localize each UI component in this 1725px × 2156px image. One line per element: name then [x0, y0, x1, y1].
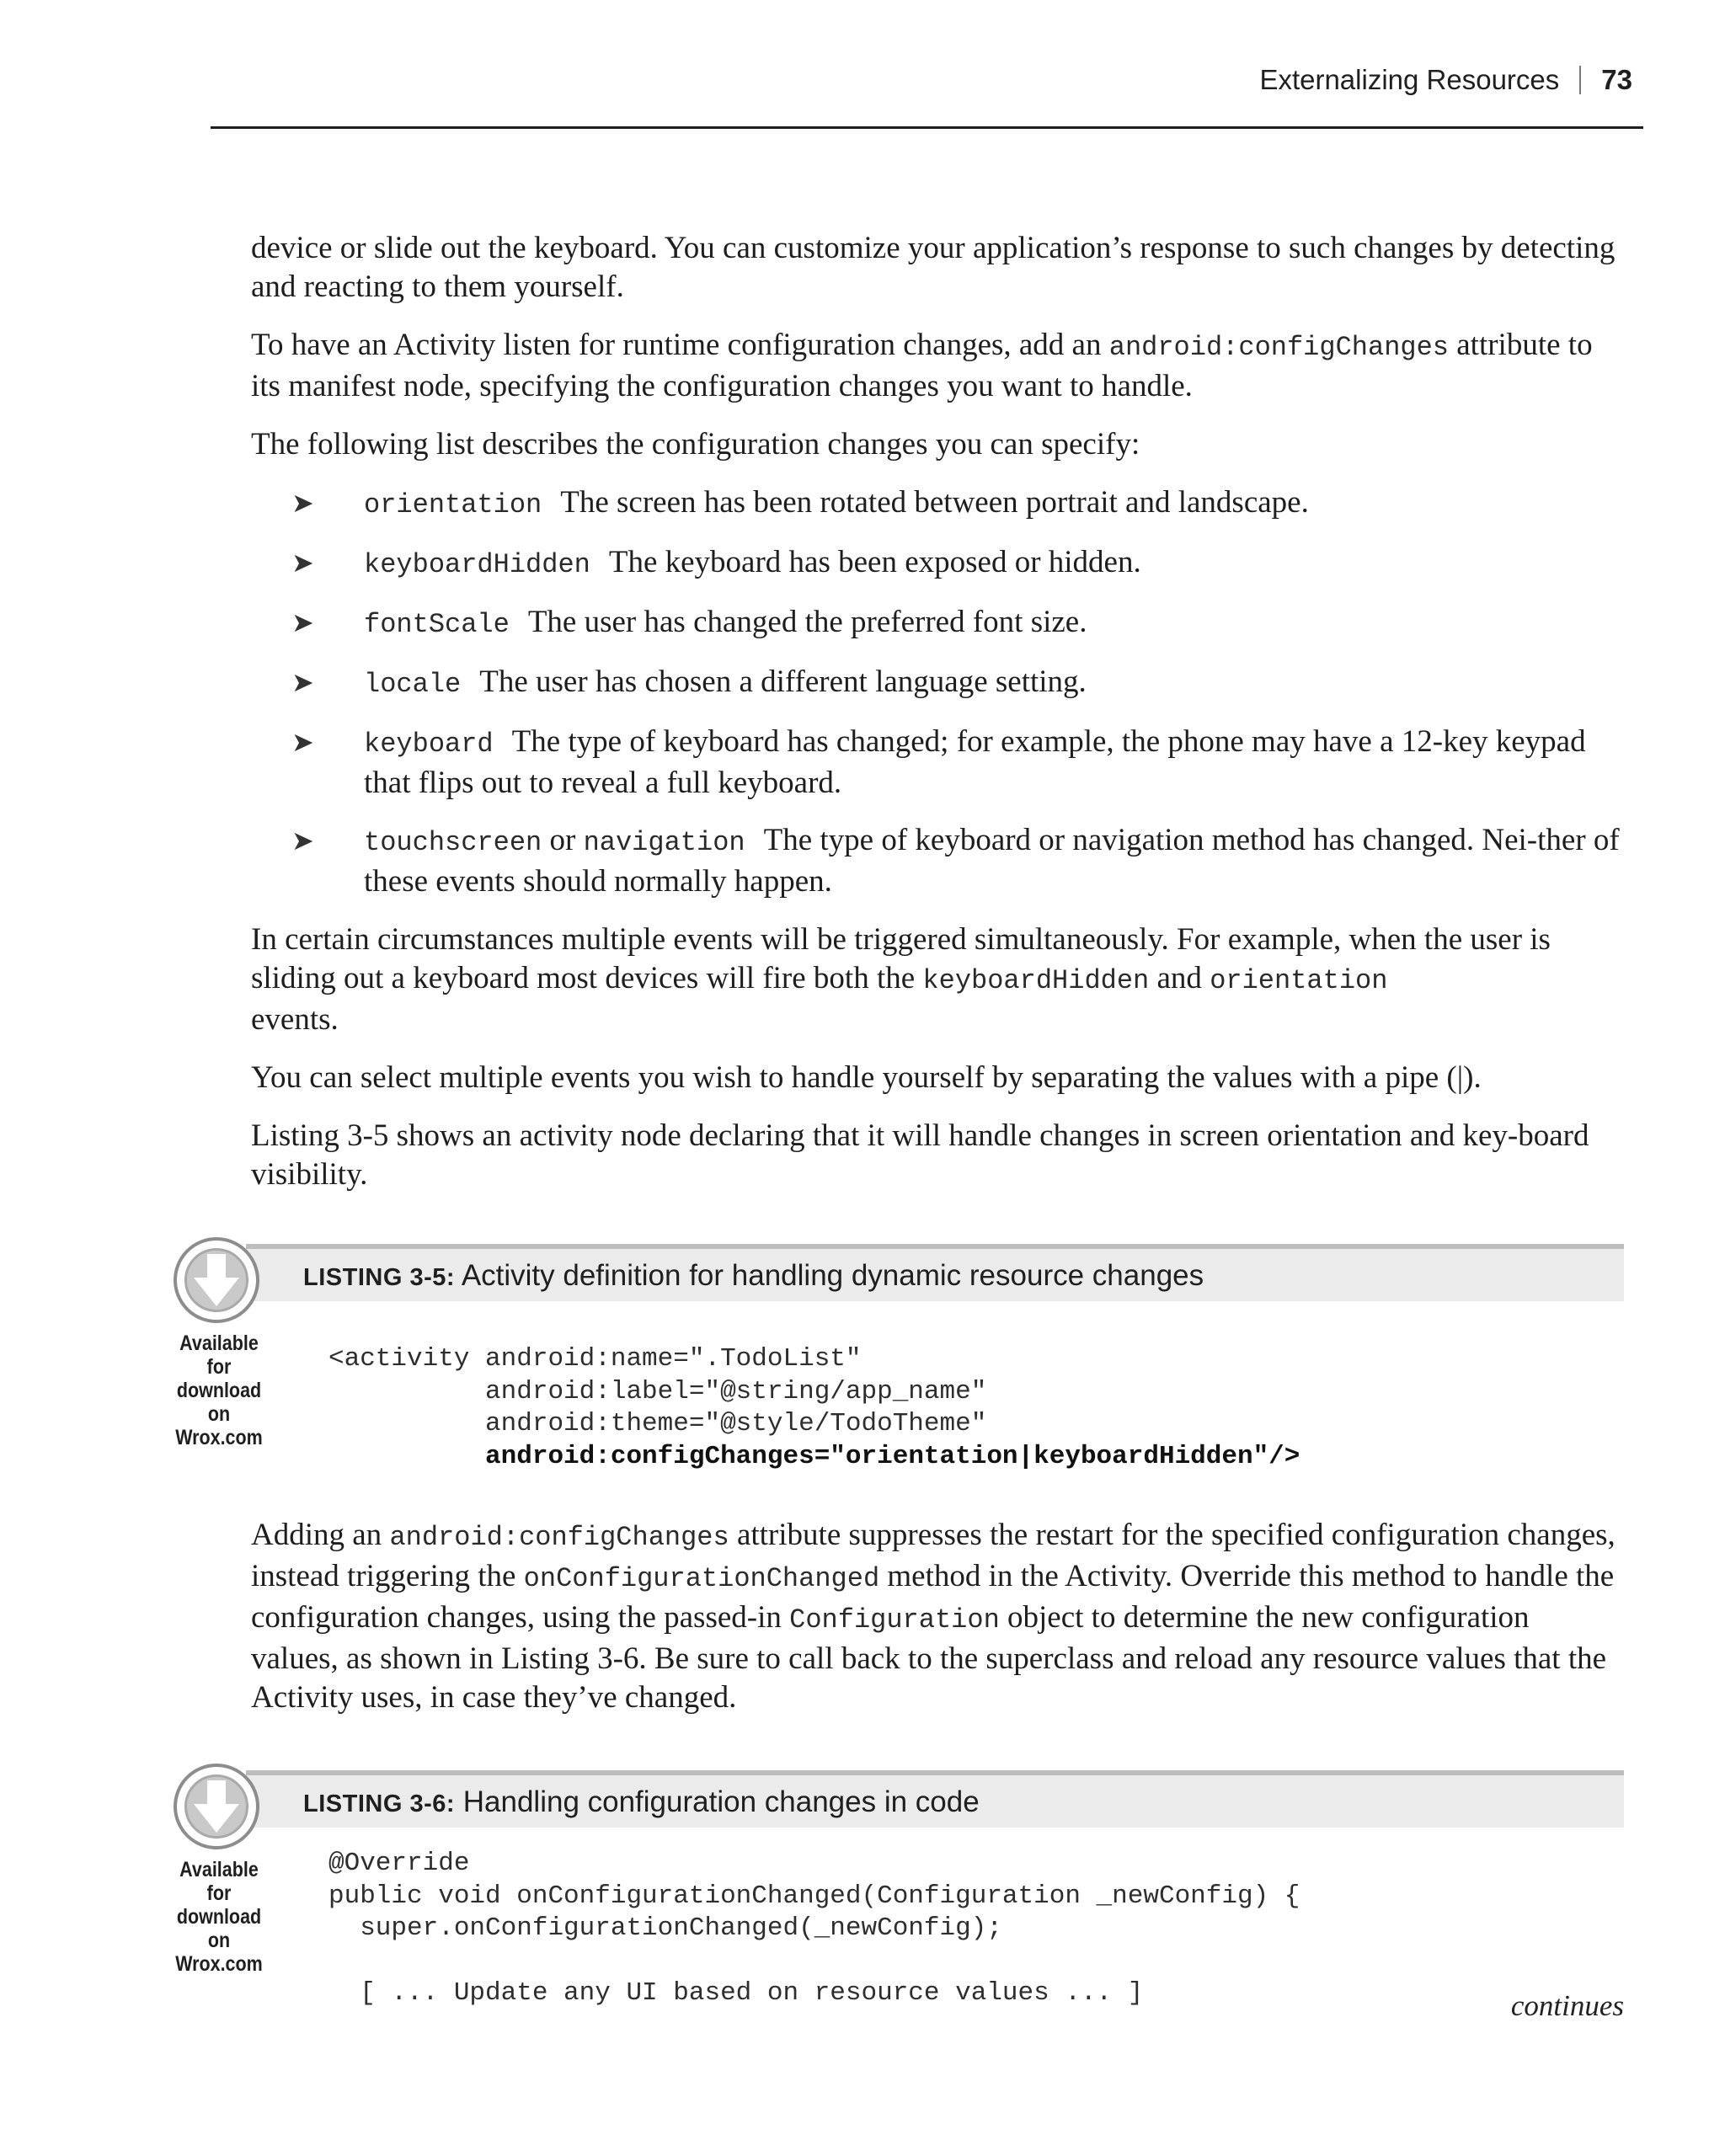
download-availability[interactable] — [168, 1331, 270, 1449]
list-item-desc: The keyboard has been exposed or hidden. — [608, 545, 1141, 579]
download-icon[interactable] — [174, 1237, 259, 1323]
listing-code: @Override public void onConfigurationChanged(Configuration _newConfig) { super.onConfigurationChanged(_newConfig); [ ... Update any UI based on resource values ... ] — [328, 1849, 1300, 2008]
arrow-bullet-icon: ➤ — [291, 825, 314, 857]
code-line: android:label="@string/app_name" — [328, 1376, 987, 1406]
inline-code: android:configChanges — [1108, 332, 1449, 363]
list-item-desc: The user has changed the preferred font size. — [527, 605, 1087, 639]
listing-caption — [303, 1259, 1204, 1293]
arrow-bullet-icon: ➤ — [291, 487, 314, 519]
list-item-code: orientation — [364, 489, 542, 520]
arrow-bullet-icon: ➤ — [291, 547, 314, 579]
list-item-desc: The type of keyboard has changed; for example, the phone may have a 12-key keypad that flips out to reveal a full keyboard. — [364, 724, 1586, 800]
code-indent — [328, 1442, 485, 1471]
listing-3-5 — [168, 1244, 1624, 1497]
list-item-code: fontScale — [364, 609, 510, 640]
download-line: download on — [176, 1905, 262, 1952]
download-availability[interactable] — [168, 1858, 270, 1976]
text-run: Adding an — [251, 1518, 390, 1552]
text-run: To have an Activity listen for runtime configuration changes, add an — [251, 328, 1109, 362]
paragraph-listing-ref: Listing 3-5 shows an activity node declaring that it will handle changes in screen orientation and key-board visibility. — [251, 1118, 1589, 1192]
text-run: In certain circumstances multiple events will be triggered simultaneously. For example, when the user is sliding out a keyboard most devices will fire both the — [251, 922, 1551, 995]
running-head — [1259, 64, 1632, 96]
list-item-joiner: or — [549, 823, 576, 857]
listing-title: Handling configuration changes in code — [462, 1785, 980, 1818]
config-change-list — [251, 483, 1624, 901]
listing-caption-bar — [246, 1244, 1624, 1301]
text-run: and — [1149, 961, 1210, 995]
list-item-code: touchscreen — [364, 827, 542, 858]
code-line-highlight: android:configChanges="orientation|keyboardHidden"/> — [485, 1441, 1300, 1471]
text-run: method in the Activity. Override this method to handle the configuration changes, using the passed-in — [251, 1559, 1615, 1635]
continues-marker: continues — [1510, 1989, 1624, 2022]
paragraph-config-changes — [251, 326, 1624, 406]
paragraph-list-intro: The following list describes the configuration changes you can specify: — [251, 427, 1140, 462]
header-separator — [1579, 66, 1581, 94]
page-number: 73 — [1601, 64, 1632, 95]
list-item — [251, 543, 1624, 584]
list-item — [251, 821, 1624, 901]
list-item-code: keyboardHidden — [364, 549, 590, 580]
body-text-middle — [251, 1516, 1624, 1737]
text-run: attribute suppresses the restart for the specified configuration changes, instead triggering the — [251, 1518, 1616, 1593]
paragraph-pipe: You can select multiple events you wish to handle yourself by separating the values with a pipe (|). — [251, 1060, 1482, 1095]
inline-code: Configuration — [789, 1604, 1000, 1636]
list-item-desc: The type of keyboard or navigation method has changed. Nei-ther of these events should normally happen. — [364, 823, 1620, 899]
paragraph-intro: device or slide out the keyboard. You can customize your application’s response to such changes by detecting and reacting to them yourself. — [251, 231, 1616, 304]
text-run: events. — [251, 1002, 339, 1037]
paragraph-multiple-events — [251, 921, 1624, 1039]
list-item-code-2: navigation — [583, 827, 745, 858]
paragraph-config-changed — [251, 1516, 1624, 1717]
arrow-bullet-icon: ➤ — [291, 726, 314, 758]
code-line: android:theme="@style/TodoTheme" — [328, 1409, 987, 1438]
inline-code: android:configChanges — [389, 1522, 729, 1553]
download-line: Available for — [179, 1858, 259, 1905]
listing-label: LISTING 3-5: — [303, 1264, 456, 1291]
header-rule — [211, 126, 1643, 129]
listing-code — [328, 1343, 1300, 1473]
download-line: Wrox.com — [175, 1952, 263, 1976]
chapter-section-title: Externalizing Resources — [1259, 64, 1560, 95]
list-item-desc: The screen has been rotated between portrait and landscape. — [560, 485, 1309, 520]
text-run: object to determine the new configuration values, as shown in Listing 3-6. Be sure to call back to the superclass and reload any resource values that the Activity uses, in case they’ve changed. — [251, 1600, 1607, 1715]
listing-title: Activity definition for handling dynamic resource changes — [461, 1259, 1204, 1292]
listing-label: LISTING 3-6: — [303, 1790, 456, 1817]
arrow-bullet-icon: ➤ — [291, 666, 314, 698]
arrow-bullet-icon: ➤ — [291, 606, 314, 638]
download-line: download on — [176, 1379, 262, 1426]
list-item-code: keyboard — [364, 728, 494, 760]
list-item-desc: The user has chosen a different language setting. — [479, 664, 1087, 699]
list-item — [251, 483, 1624, 525]
body-text-top — [251, 229, 1624, 1214]
listing-caption-bar — [246, 1770, 1624, 1828]
inline-code: keyboardHidden — [922, 965, 1150, 996]
download-line: Available for — [179, 1331, 259, 1379]
code-line: <activity android:name=".TodoList" — [328, 1344, 862, 1374]
inline-code: orientation — [1210, 965, 1388, 996]
list-item — [251, 603, 1624, 644]
list-item-code: locale — [364, 669, 462, 700]
listing-caption — [303, 1785, 980, 1819]
list-item — [251, 723, 1624, 803]
download-icon[interactable] — [174, 1764, 259, 1849]
text-run: attribute to its manifest node, specifying the configuration changes you want to handle. — [251, 328, 1593, 403]
listing-3-6 — [168, 1770, 1624, 2023]
inline-code: onConfigurationChanged — [523, 1563, 880, 1594]
list-item — [251, 663, 1624, 704]
download-line: Wrox.com — [175, 1426, 263, 1449]
